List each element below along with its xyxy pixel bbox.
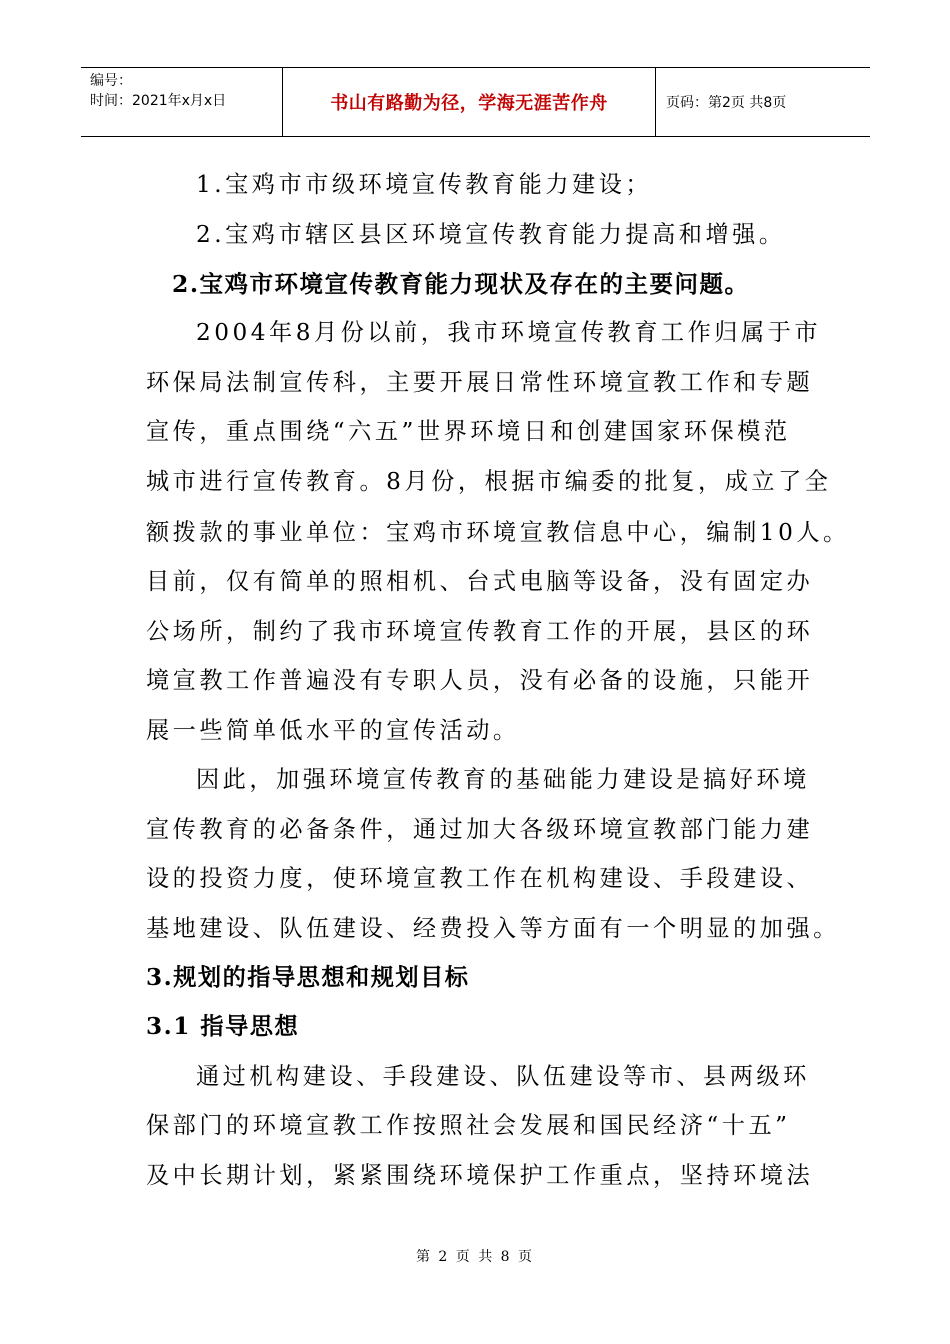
paragraph-line: 设的投资力度，使环境宣教工作在机构建设、手段建设、 bbox=[146, 865, 814, 892]
paragraph-line: 宣传，重点围绕“六五”世界环境日和创建国家环保模范 bbox=[146, 418, 791, 445]
paragraph-line: 因此，加强环境宣传教育的基础能力建设是搞好环境 bbox=[196, 766, 810, 793]
paragraph-line: 展一些简单低水平的宣传活动。 bbox=[146, 717, 520, 744]
paragraph-line: 通过机构建设、手段建设、队伍建设等市、县两级环 bbox=[196, 1063, 810, 1090]
paragraph-line: 公场所，制约了我市环境宣传教育工作的开展，县区的环 bbox=[146, 618, 814, 645]
list-item: 1.宝鸡市市级环境宣传教育能力建设； bbox=[196, 171, 653, 198]
paragraph-line: 环保局法制宣传科，主要开展日常性环境宣教工作和专题 bbox=[146, 369, 814, 396]
paragraph-line: 宣传教育的必备条件，通过加大各级环境宣教部门能力建 bbox=[146, 816, 814, 843]
paragraph-line: 基地建设、队伍建设、经费投入等方面有一个明显的加强。 bbox=[146, 915, 840, 942]
paragraph-line: 额拨款的事业单位：宝鸡市环境宣教信息中心，编制10人。 bbox=[146, 519, 850, 546]
section-heading-2: 2.宝鸡市环境宣传教育能力现状及存在的主要问题。 bbox=[172, 270, 750, 298]
header-meta-cell bbox=[81, 68, 283, 136]
document-time-label: 时间：2021年x月x日 bbox=[90, 93, 227, 109]
list-item: 2.宝鸡市辖区县区环境宣传教育能力提高和增强。 bbox=[196, 221, 786, 248]
page-footer: 第 2 页 共 8 页 bbox=[415, 1249, 535, 1265]
subsection-heading-3-1: 3.1 指导思想 bbox=[146, 1013, 300, 1040]
document-number-label: 编号： bbox=[90, 73, 132, 89]
header-page-code: 页码：第2页 共8页 bbox=[666, 95, 787, 111]
section-heading-3: 3.规划的指导思想和规划目标 bbox=[146, 964, 470, 991]
paragraph-line: 保部门的环境宣教工作按照社会发展和国民经济“十五” bbox=[146, 1112, 791, 1139]
paragraph-line: 城市进行宣传教育。8月份，根据市编委的批复，成立了全 bbox=[146, 468, 832, 495]
header-motto-cell bbox=[283, 68, 656, 136]
paragraph-line: 境宣教工作普遍没有专职人员，没有必备的设施，只能开 bbox=[146, 667, 814, 694]
header-page-cell bbox=[656, 68, 870, 136]
paragraph-line: 及中长期计划，紧紧围绕环境保护工作重点，坚持环境法 bbox=[146, 1162, 814, 1189]
document-header bbox=[81, 67, 870, 137]
paragraph-line: 目前，仅有简单的照相机、台式电脑等设备，没有固定办 bbox=[146, 568, 814, 595]
paragraph-line: 2004年8月份以前，我市环境宣传教育工作归属于市 bbox=[196, 319, 822, 346]
header-motto: 书山有路勤为径，学海无涯苦作舟 bbox=[330, 93, 608, 114]
